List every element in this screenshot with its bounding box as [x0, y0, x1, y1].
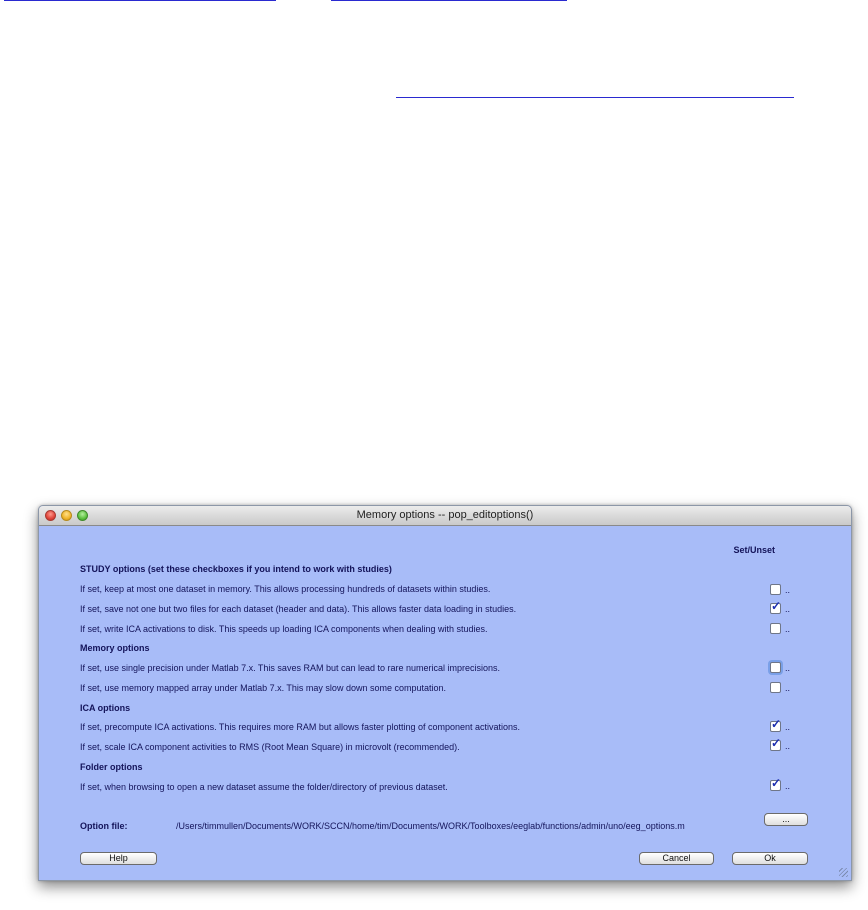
- checkmark-icon: ✓: [771, 717, 782, 731]
- top-link-underline-2[interactable]: [331, 0, 567, 1]
- option-label: If set, save not one but two files for each dataset (header and data). This allows faster data loading in studies.: [80, 604, 517, 614]
- cancel-button[interactable]: Cancel: [639, 852, 714, 865]
- option-checkbox[interactable]: [770, 599, 782, 614]
- option-checkbox[interactable]: [770, 682, 781, 693]
- option-checkbox[interactable]: [770, 623, 781, 634]
- section-title-ica: ICA options: [80, 703, 131, 713]
- section-title-study: STUDY options (set these checkboxes if you intend to work with studies): [80, 564, 392, 574]
- window-title: Memory options -- pop_editoptions(): [356, 509, 534, 521]
- option-checkbox[interactable]: [770, 584, 781, 595]
- option-checkbox[interactable]: [770, 776, 782, 791]
- option-label: If set, write ICA activations to disk. This speeds up loading ICA components when dealing with studies.: [80, 624, 488, 634]
- checkmark-icon: ✓: [771, 776, 782, 790]
- option-file-path: /Users/timmullen/Documents/WORK/SCCN/home/tim/Documents/WORK/Toolboxes/eeglab/functions/admin/uno/eeg_options.m: [176, 821, 685, 831]
- option-label: If set, use single precision under Matlab 7.x. This saves RAM but can lead to rare numerical imprecisions.: [80, 663, 501, 673]
- option-checkbox[interactable]: [770, 736, 782, 751]
- option-label: If set, use memory mapped array under Matlab 7.x. This may slow down some computation.: [80, 683, 446, 693]
- checkmark-icon: ✓: [771, 736, 782, 750]
- dialog-content: [39, 526, 851, 880]
- checkmark-icon: ✓: [771, 599, 782, 613]
- resize-grip-icon[interactable]: [839, 868, 848, 877]
- checkbox-suffix: ..: [785, 683, 791, 693]
- option-checkbox[interactable]: [770, 717, 782, 732]
- section-title-memory: Memory options: [80, 643, 150, 653]
- title-bar[interactable]: [39, 506, 851, 526]
- memory-options-dialog: [38, 505, 852, 881]
- top-link-underline-3[interactable]: [396, 97, 794, 98]
- ok-button[interactable]: Ok: [732, 852, 808, 865]
- section-title-folder: Folder options: [80, 762, 143, 772]
- checkbox-suffix: ..: [785, 781, 791, 791]
- option-file-label: Option file:: [80, 821, 128, 831]
- top-link-underline-1[interactable]: [4, 0, 276, 1]
- option-checkbox[interactable]: [770, 662, 781, 673]
- option-label: If set, when browsing to open a new dataset assume the folder/directory of previous dataset.: [80, 782, 448, 792]
- set-unset-header: Set/Unset: [733, 545, 775, 555]
- checkbox-suffix: ..: [785, 624, 791, 634]
- option-label: If set, precompute ICA activations. This requires more RAM but allows faster plotting of component activations.: [80, 722, 521, 732]
- option-label: If set, keep at most one dataset in memory. This allows processing hundreds of datasets within studies.: [80, 584, 491, 594]
- checkbox-suffix: ..: [785, 604, 791, 614]
- checkbox-suffix: ..: [785, 585, 791, 595]
- checkbox-suffix: ..: [785, 663, 791, 673]
- help-button[interactable]: Help: [80, 852, 157, 865]
- checkbox-suffix: ..: [785, 741, 791, 751]
- checkbox-suffix: ..: [785, 722, 791, 732]
- browse-button[interactable]: ...: [764, 813, 808, 826]
- option-label: If set, scale ICA component activities to RMS (Root Mean Square) in microvolt (recommended).: [80, 742, 460, 752]
